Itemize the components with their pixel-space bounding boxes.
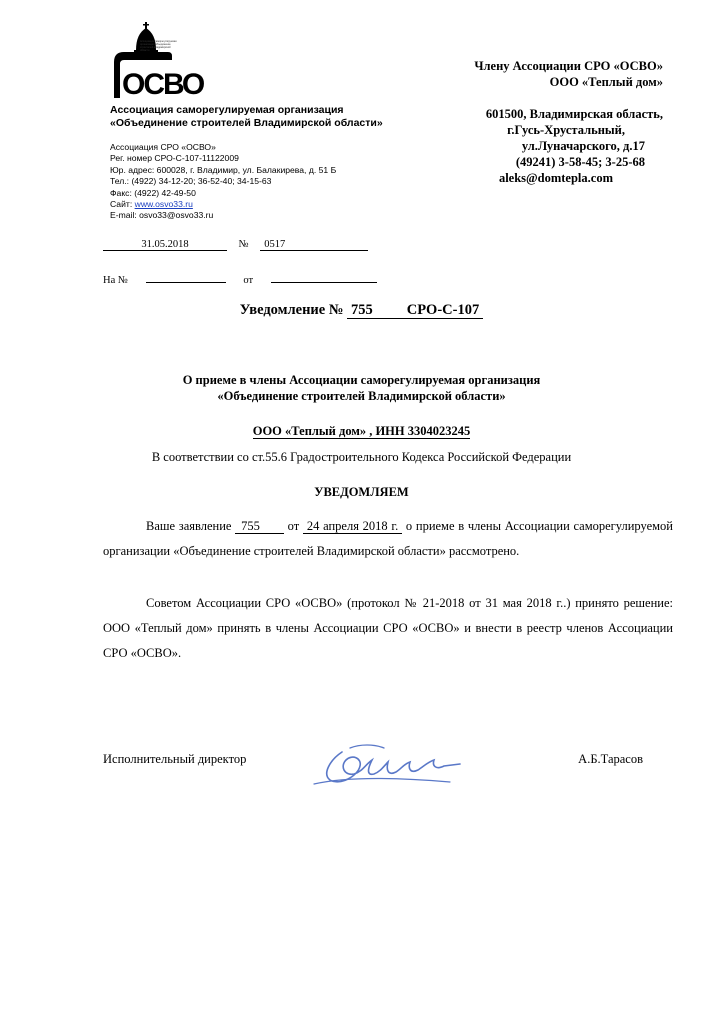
reply-row (103, 270, 377, 286)
handwritten-signature (300, 730, 470, 790)
outgoing-row (103, 239, 368, 251)
org-legal-address: Юр. адрес: 600028, г. Владимир, ул. Балакирева, д. 51 Б (110, 164, 337, 175)
notice-suffix: СРО-С-107 (403, 302, 483, 319)
application-date: 24 апреля 2018 г. (303, 519, 402, 534)
outgoing-number: 0517 (260, 239, 368, 251)
notice-label: Уведомление № (239, 302, 344, 318)
org-site (110, 199, 336, 210)
osvo-logo (110, 22, 204, 101)
org-short-name: Ассоциация СРО «ОСВО» (110, 142, 216, 152)
recipient-addr1: 601500, Владимирская область, (485, 107, 663, 121)
reply-label: На № (103, 275, 128, 286)
logo-text: ОСВО (122, 68, 204, 101)
company-line: ООО «Теплый дом» , ИНН 3304023245 (252, 424, 471, 438)
org-reg-number: Рег. номер СРО-С-107-11122009 (110, 153, 239, 164)
recipient-email: aleks@domtepla.com (498, 171, 613, 185)
subject-line2: «Объединение строителей Владимирской области» (217, 389, 506, 403)
signatory-name: А.Б.Тарасов (578, 752, 643, 766)
org-name-line1: Ассоциация саморегулируемая организация (110, 104, 344, 116)
org-phone: Тел.: (4922) 34-12-20; 36-52-40; 34-15-63 (110, 176, 272, 187)
logo-caption: Ассоциация саморегулируемая организация объединение строителей владимирской области (140, 40, 177, 52)
recipient-phone: (49241) 3-58-45; 3-25-68 (515, 155, 645, 169)
notice-number: 755 (347, 302, 403, 319)
reply-date-blank (271, 270, 377, 283)
legal-basis: В соответствии со ст.55.6 Градостроительного Кодекса Российской Федерации (151, 450, 572, 464)
org-fax: Факс: (4922) 42-49-50 (110, 187, 196, 198)
recipient-line1: Члену Ассоциации СРО «ОСВО» (474, 59, 663, 73)
outgoing-num-label: № (238, 239, 249, 250)
notice-title (0, 302, 723, 319)
recipient-addr3: ул.Луначарского, д.17 (521, 139, 645, 153)
reply-from-label: от (243, 275, 254, 286)
reply-number-blank (146, 270, 226, 283)
signatory-title: Исполнительный директор (103, 752, 247, 766)
paragraph-application: Ваше заявление 755 от 24 апреля 2018 г. о приеме в члены Ассоциации саморегулируемой организации «Объединение строителей Владимирской области» рассмотрено. (103, 519, 673, 558)
org-name-line2: «Объединение строителей Владимирской области» (110, 117, 383, 129)
recipient-block (403, 58, 663, 186)
org-name (110, 104, 383, 130)
recipient-line2: ООО «Теплый дом» (549, 75, 663, 89)
outgoing-date: 31.05.2018 (103, 239, 227, 251)
paragraph-decision: Советом Ассоциации СРО «ОСВО» (протокол № 21-2018 от 31 мая 2018 г..) принято решение: ООО «Теплый дом» принять в члены Ассоциации СРО «ОСВО» и внести в реестр членов Ассоциации СРО «ОСВО». (103, 596, 673, 660)
recipient-addr2: г.Гусь-Хрустальный, (507, 123, 625, 137)
org-details (110, 142, 336, 222)
subject-line1: О приеме в члены Ассоциации саморегулируемая организация (182, 373, 541, 387)
org-site-label: Сайт: (110, 199, 135, 210)
notify-heading: УВЕДОМЛЯЕМ (314, 485, 409, 499)
org-site-link[interactable]: www.osvo33.ru (134, 199, 193, 210)
application-number: 755 (235, 519, 284, 534)
subject (0, 372, 723, 404)
org-email: E-mail: osvo33@osvo33.ru (110, 210, 214, 221)
